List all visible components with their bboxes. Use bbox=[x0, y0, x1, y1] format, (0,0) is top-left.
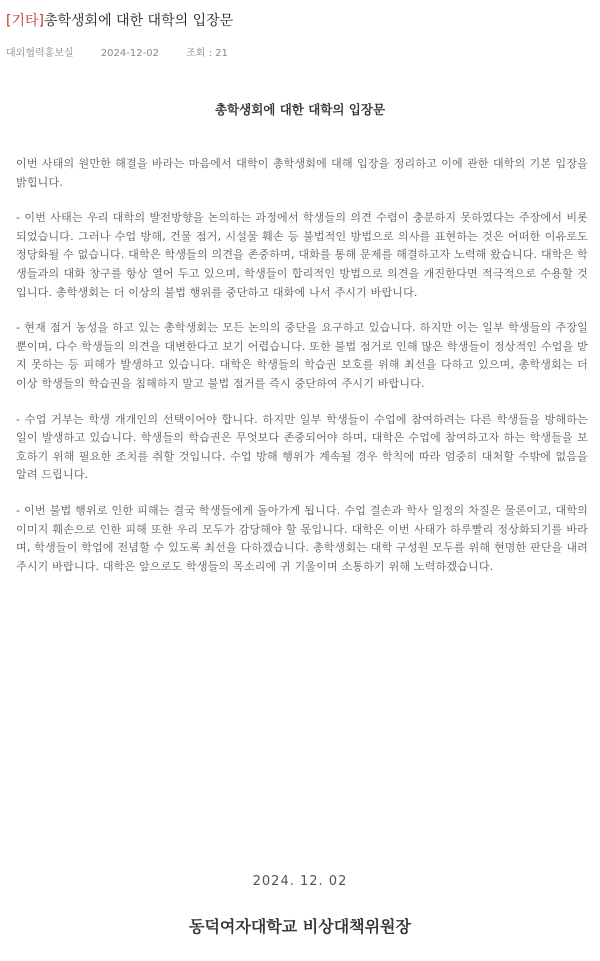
paragraph-1: - 이번 사태는 우리 대학의 발전방향을 논의하는 과정에서 학생들의 의견 수렴이 충분하지 못하였다는 주장에서 비롯되었습니다. 그러나 수업 방해, 건물 점거, 시설물 훼손 등 불법적인 방법으로 의사를 표현하는 것은 어떠한 이유로도 정당화될 수 없습니다. 대학은 학생들의 의견을 존중하며, 대화를 통해 문제를 해결하고자 노력해 왔습니다. 대학은 학생들과의 대화 창구를 항상 열어 두고 있으며, 학생들이 합리적인 방법으로 의견을 개진한다면 적극적으로 수용할 것입니다. 총학생회는 더 이상의 불법 행위를 중단하고 대화에 나서 주시기 바랍니다. bbox=[16, 211, 588, 299]
paragraph-3: - 수업 거부는 학생 개개인의 선택이어야 합니다. 하지만 일부 학생들이 수업에 참여하려는 다른 학생들을 방해하는 일이 발생하고 있습니다. 학생들의 학습권은 무엇보다 존중되어야 하며, 대학은 수업에 참여하고자 하는 학생들을 보호하기 위해 필요한 조치를 취할 것입니다. 수업 방해 행위가 계속될 경우 학칙에 따라 엄중히 대처할 수밖에 없음을 알려 드립니다. bbox=[16, 412, 588, 482]
signature-date: 2024. 12. 02 bbox=[252, 874, 348, 889]
paragraph-2: - 현재 점거 농성을 하고 있는 총학생회는 모든 논의의 중단을 요구하고 있습니다. 하지만 이는 일부 학생들의 주장일 뿐이며, 다수 학생들의 의견을 대변한다고 보기 어렵습니다. 또한 불법 점거로 인해 많은 학생들이 정상적인 수업을 받지 못하는 등 피해가 발생하고 있습니다. 대학은 학생들의 학습권 보호를 위해 최선을 다하고 있으며, 총학생회는 더 이상 학생들의 학습권을 침해하지 말고 불법 점거를 즉시 중단하여 주시기 바랍니다. bbox=[16, 321, 588, 390]
post-views: 조회 : 21 bbox=[186, 48, 228, 59]
document-title: 총학생회에 대한 대학의 입장문 bbox=[214, 102, 386, 117]
post-title-line bbox=[6, 10, 594, 32]
signature-organization: 동덕여자대학교 비상대책위원장 bbox=[189, 917, 411, 936]
post-header bbox=[6, 10, 594, 32]
document-body bbox=[16, 155, 588, 593]
paragraph-4: - 이번 불법 행위로 인한 피해는 결국 학생들에게 돌아가게 됩니다. 수업 결손과 학사 일정의 차질은 물론이고, 대학의 이미지 훼손으로 인한 피해 또한 우리 모두가 감당해야 할 몫입니다. 대학은 이번 사태가 하루빨리 정상화되기를 바라며, 학생들이 학업에 전념할 수 있도록 최선을 다하겠습니다. 총학생회는 대학 구성원 모두를 위해 현명한 판단을 내려 주시기 바랍니다. 대학은 앞으로도 학생들의 목소리에 귀 기울이며 소통하기 위해 노력하겠습니다. bbox=[16, 503, 588, 573]
post-title: 총학생회에 대한 대학의 입장문 bbox=[43, 13, 234, 29]
post-category[interactable]: [기타] bbox=[6, 13, 44, 29]
post-meta bbox=[6, 44, 252, 59]
post-author: 대외협력홍보실 bbox=[6, 48, 74, 59]
post-date: 2024-12-02 bbox=[100, 48, 159, 59]
paragraph-intro: 이번 사태의 원만한 해결을 바라는 마음에서 대학이 총학생회에 대해 입장을 정리하고 이에 관한 대학의 기본 입장을 밝힙니다. bbox=[16, 157, 588, 189]
